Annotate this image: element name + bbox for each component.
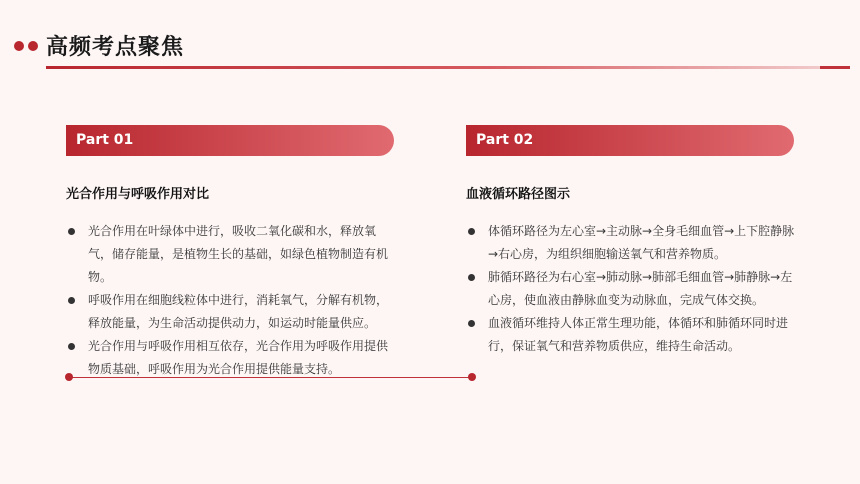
bullet-text: 光合作用在叶绿体中进行，吸收二氧化碳和水，释放氧气，储存能量，是植物生长的基础，如绿色植物制造有机物。 (88, 224, 389, 284)
bullet-text: 呼吸作用在细胞线粒体中进行，消耗氧气，分解有机物，释放能量，为生命活动提供动力，如运动时能量供应。 (88, 293, 389, 330)
list-item (466, 266, 802, 312)
bullet-text: 体循环路径为左心室→主动脉→全身毛细血管→上下腔静脉→右心房，为组织细胞输送氧气和营养物质。 (488, 224, 795, 261)
part-01-banner: Part 01 (66, 125, 394, 156)
decorative-dot (14, 41, 24, 51)
section-1-heading: 光合作用与呼吸作用对比 (66, 187, 210, 202)
bullet-icon (468, 320, 475, 327)
bullet-text: 血液循环维持人体正常生理功能，体循环和肺循环同时进行，保证氧气和营养物质供应，维持生命活动。 (488, 316, 789, 353)
section-2-bullet-list (466, 220, 802, 358)
part-02-banner: Part 02 (466, 125, 794, 156)
list-item (466, 312, 802, 358)
list-item (66, 289, 396, 335)
divider-end-dot (468, 373, 476, 381)
list-item (466, 220, 802, 266)
page-title: 高频考点聚焦 (46, 35, 185, 60)
section-2-heading: 血液循环路径图示 (466, 187, 571, 202)
list-item (66, 335, 396, 381)
bullet-icon (68, 297, 75, 304)
slide-header (0, 0, 860, 80)
bullet-icon (468, 274, 475, 281)
list-item (66, 220, 396, 289)
title-underline-accent (820, 66, 850, 69)
bullet-text: 光合作用与呼吸作用相互依存，光合作用为呼吸作用提供物质基础，呼吸作用为光合作用提供能量支持。 (88, 339, 389, 376)
title-underline (46, 66, 846, 69)
section-divider (69, 377, 471, 378)
bullet-text: 肺循环路径为右心室→肺动脉→肺部毛细血管→肺静脉→左心房，使血液由静脉血变为动脉血，完成气体交换。 (488, 270, 793, 307)
bullet-icon (468, 228, 475, 235)
section-1-bullet-list (66, 220, 396, 381)
bullet-icon (68, 228, 75, 235)
decorative-dot (28, 41, 38, 51)
divider-end-dot (65, 373, 73, 381)
bullet-icon (68, 343, 75, 350)
